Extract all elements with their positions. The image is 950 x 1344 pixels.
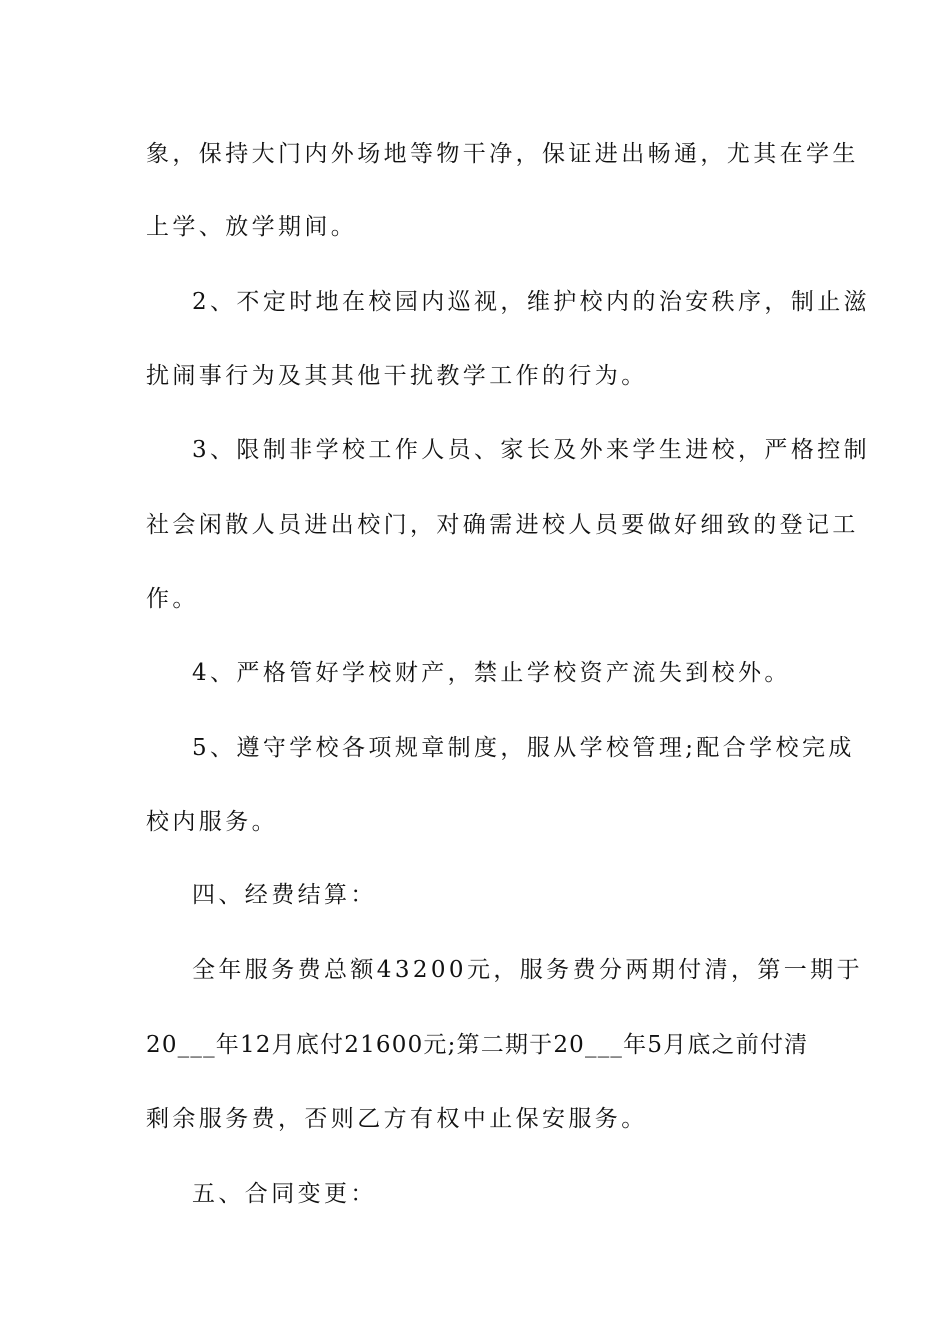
section-heading: 五、合同变更： [192,1181,377,1207]
paragraph-line: 2、不定时地在校园内巡视，维护校内的治安秩序，制止滋 [192,289,871,315]
paragraph-line: 剩余服务费，否则乙方有权中止保安服务。 [146,1106,648,1132]
paragraph-line: 社会闲散人员进出校门，对确需进校人员要做好细致的登记工 [146,512,859,538]
paragraph-line: 3、限制非学校工作人员、家长及外来学生进校，严格控制 [192,437,871,463]
paragraph-line: 全年服务费总额43200元，服务费分两期付清，第一期于 [192,957,863,983]
paragraph-line: 作。 [146,586,199,612]
paragraph-line: 4、严格管好学校财产，禁止学校资产流失到校外。 [192,660,791,686]
section-heading: 四、经费结算： [192,882,377,908]
paragraph-line: 20___年12月底付21600元;第二期于20___年5月底之前付清 [146,1032,809,1058]
paragraph-line: 校内服务。 [146,809,278,835]
paragraph-line: 5、遵守学校各项规章制度，服从学校管理;配合学校完成 [192,735,855,761]
paragraph-line: 扰闹事行为及其其他干扰教学工作的行为。 [146,363,648,389]
paragraph-line: 上学、放学期间。 [146,214,358,240]
paragraph-line: 象，保持大门内外场地等物干净，保证进出畅通，尤其在学生 [146,141,859,167]
